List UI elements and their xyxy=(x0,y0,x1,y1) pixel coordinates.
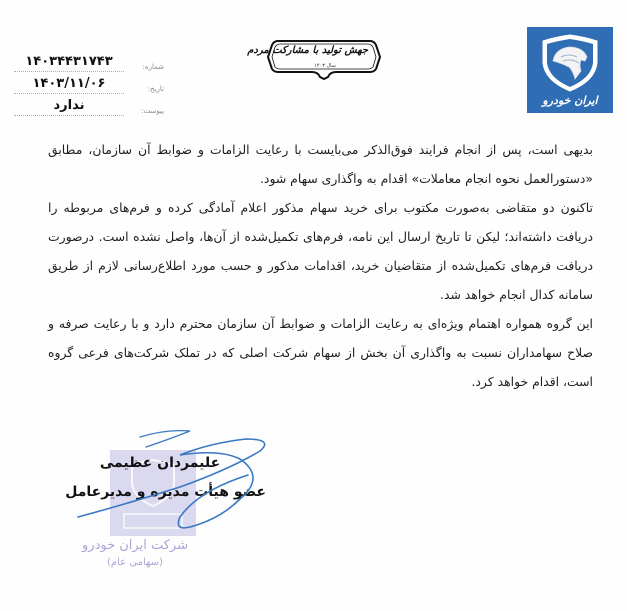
letter-number-row xyxy=(14,50,164,72)
stamp-company-name: شرکت ایران خودرو xyxy=(82,538,188,553)
letter-meta xyxy=(14,50,164,116)
letter-attachment-value: ندارد xyxy=(14,97,124,116)
letter-number-label: شماره: xyxy=(142,63,164,71)
letter-attachment-row xyxy=(14,94,164,116)
letter-date-label: تاریخ: xyxy=(147,85,164,93)
signer-name: علیمردان عظیمی xyxy=(99,455,221,471)
letter-date-row xyxy=(14,72,164,94)
slogan-text: جهش تولید با مشارکت مردم xyxy=(247,45,368,56)
slogan-badge xyxy=(247,37,382,81)
logo-wordmark: ایران خودرو xyxy=(542,94,598,107)
letter-body xyxy=(48,135,593,396)
body-paragraph: این گروه همواره اهتمام ویژه‌ای به رعایت الزامات و ضوابط آن سازمان محترم دارد و با رعایت صرفه و صلاح سهامداران نسبت به واگذاری آن بخش از سهام شرکت اصلی که در تملک شرکت‌های فرعی گروه است، اقدام خواهد کرد. xyxy=(48,316,593,389)
company-logo xyxy=(527,27,613,113)
letter-date-value: ۱۴۰۳/۱۱/۰۶ xyxy=(14,75,124,94)
letter-attachment-label: پیوست: xyxy=(141,107,164,115)
slogan-year: سال ۱۴۰۳ xyxy=(314,63,336,69)
body-paragraph: تاکنون دو متقاضی به‌صورت مکتوب برای خرید سهام مذکور اعلام آمادگی کرده و فرم‌های مربوطه را دریافت داشته‌اند؛ لیکن تا تاریخ ارسال این نامه، فرم‌های تکمیل‌شده از آن‌ها، واصل نشده است. درصورت دریافت فرم‌های تکمیل‌شده از متقاضیان خرید، اقدامات مذکور و حسب مورد اطلاع‌رسانی لازم از طریق سامانه کدال انجام خواهد شد. xyxy=(48,200,593,302)
stamp-company-type: (سهامی عام) xyxy=(107,557,163,568)
letter-number-value: ۱۴۰۳۴۴۳۱۷۴۳ xyxy=(14,53,124,72)
signer-title: عضو هیأت مدیره و مدیرعامل xyxy=(65,484,266,500)
slogan-frame-icon xyxy=(247,37,382,81)
body-paragraph: بدیهی است، پس از انجام فرایند فوق‌الذکر می‌بایست با رعایت الزامات و ضوابط آن سازمان، مطابق «دستورالعمل نحوه انجام معاملات» اقدام به واگذاری سهام شود. xyxy=(48,142,593,186)
